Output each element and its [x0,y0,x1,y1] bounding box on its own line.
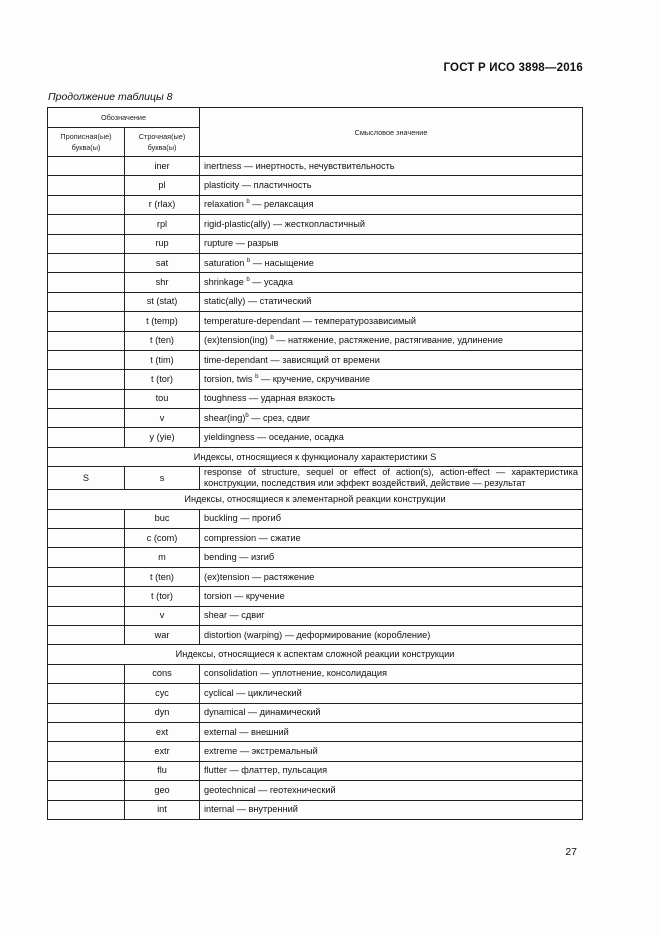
uppercase-cell [48,195,125,214]
meaning-cell: cyclical — циклический [200,684,583,703]
lowercase-cell: s [125,467,200,490]
uppercase-cell [48,742,125,761]
uppercase-cell [48,273,125,292]
uppercase-cell [48,567,125,586]
table-row [48,509,583,528]
meaning-cell: extreme — экстремальный [200,742,583,761]
term-en: static(ally) [204,296,246,307]
term-en: saturation [204,257,247,268]
term-en: plasticity [204,180,240,191]
uppercase-cell [48,312,125,331]
table-row [48,625,583,644]
lowercase-cell: flu [125,761,200,780]
meaning-cell: buckling — прогиб [200,509,583,528]
lowercase-cell: c (com) [125,529,200,548]
footnote-mark: b [245,412,249,419]
table-row [48,567,583,586]
lowercase-cell: tou [125,389,200,408]
section-header: Индексы, относящиеся к элементарной реакции конструкции [48,490,583,509]
table-row [48,742,583,761]
term-ru: — срез, сдвиг [248,412,311,423]
uppercase-cell [48,389,125,408]
lowercase-cell: extr [125,742,200,761]
uppercase-cell [48,587,125,606]
lowercase-cell: t (temp) [125,312,200,331]
section-header-row [48,645,583,664]
meaning-cell [200,389,583,408]
lowercase-cell: sat [125,253,200,272]
designation-table [47,107,583,820]
term-ru: — усадка [249,277,293,288]
table-row [48,409,583,428]
uppercase-cell [48,350,125,369]
term-en: toughness [204,393,247,404]
standard-code: ГОСТ Р ИСО 3898—2016 [443,62,583,74]
uppercase-cell [48,331,125,350]
lowercase-cell: shr [125,273,200,292]
header-meaning: Смысловое значение [200,108,583,157]
footnote-mark: b [255,373,259,380]
uppercase-cell: S [48,467,125,490]
lowercase-cell: st (stat) [125,292,200,311]
lowercase-cell: war [125,625,200,644]
term-en: torsion, twis [204,373,256,384]
table-row [48,215,583,234]
table-caption: Продолжение таблицы 8 [48,91,173,103]
term-en: shear(ing) [204,412,246,423]
footnote-mark: b [246,257,251,264]
lowercase-cell: t (tor) [125,370,200,389]
meaning-cell: torsion — кручение [200,587,583,606]
lowercase-cell: geo [125,781,200,800]
table-row [48,292,583,311]
term-ru: — кручение, скручивание [258,373,370,384]
meaning-cell [200,176,583,195]
meaning-cell: flutter — флаттер, пульсация [200,761,583,780]
table-row [48,529,583,548]
table-row [48,312,583,331]
table-row [48,253,583,272]
uppercase-cell [48,761,125,780]
meaning-cell [200,409,583,428]
meaning-cell [200,253,583,272]
table-row [48,703,583,722]
section-header-row [48,447,583,466]
term-en: yieldingness [204,432,255,443]
lowercase-cell: v [125,409,200,428]
uppercase-cell [48,292,125,311]
meaning-cell: internal — внутренний [200,800,583,819]
table-row [48,781,583,800]
table-row [48,684,583,703]
meaning-cell [200,312,583,331]
uppercase-cell [48,428,125,447]
lowercase-cell: rup [125,234,200,253]
uppercase-cell [48,253,125,272]
table-row [48,389,583,408]
header-lowercase: Строчная(ые) буква(ы) [125,128,200,157]
lowercase-cell: t (ten) [125,331,200,350]
meaning-cell [200,350,583,369]
lowercase-cell: ext [125,722,200,741]
table-row [48,761,583,780]
meaning-cell: response of structure, sequel or effect of action(s), action-effect — характеристика конструкции, последствия или эффект воздействий, действие — результат [200,467,583,490]
lowercase-cell: t (ten) [125,567,200,586]
lowercase-cell: cons [125,664,200,683]
lowercase-cell: int [125,800,200,819]
uppercase-cell [48,684,125,703]
uppercase-cell [48,509,125,528]
table-row [48,350,583,369]
uppercase-cell [48,781,125,800]
term-ru: — оседание, осадка [254,432,344,443]
lowercase-cell: r (rlax) [125,195,200,214]
section-header: Индексы, относящиеся к функционалу характеристики S [48,447,583,466]
term-ru: — релаксация [249,199,314,210]
uppercase-cell [48,157,125,176]
uppercase-cell [48,234,125,253]
uppercase-cell [48,548,125,567]
meaning-cell: bending — изгиб [200,548,583,567]
uppercase-cell [48,664,125,683]
uppercase-cell [48,215,125,234]
section-header-row [48,490,583,509]
term-en: time-dependant [204,354,268,365]
lowercase-cell: y (yie) [125,428,200,447]
table-row [48,587,583,606]
lowercase-cell: pl [125,176,200,195]
meaning-cell [200,195,583,214]
term-en: shrinkage [204,277,247,288]
table-row [48,273,583,292]
term-en: (ex)tension(ing) [204,335,271,346]
meaning-cell [200,273,583,292]
table-row [48,467,583,490]
term-ru: — жесткопластичный [270,218,365,229]
page-number: 27 [565,846,577,858]
uppercase-cell [48,529,125,548]
section-header: Индексы, относящиеся к аспектам сложной реакции конструкции [48,645,583,664]
lowercase-cell: m [125,548,200,567]
uppercase-cell [48,800,125,819]
term-ru: — натяжение, растяжение, растягивание, удлинение [273,335,503,346]
table-row [48,664,583,683]
meaning-cell [200,234,583,253]
term-ru: — инертность, нечувствительность [241,160,395,171]
meaning-cell [200,331,583,350]
uppercase-cell [48,722,125,741]
table-row [48,331,583,350]
header-designation: Обозначение [48,108,200,128]
meaning-cell [200,370,583,389]
footnote-mark: b [270,335,274,342]
table-row [48,370,583,389]
uppercase-cell [48,176,125,195]
table-header-row [48,108,583,128]
meaning-cell: external — внешний [200,722,583,741]
term-en: relaxation [204,199,247,210]
table-row [48,722,583,741]
term-en: inertness [204,160,242,171]
table-row [48,800,583,819]
lowercase-cell: iner [125,157,200,176]
term-ru: — ударная вязкость [246,393,336,404]
meaning-cell: (ex)tension — растяжение [200,567,583,586]
lowercase-cell: t (tor) [125,587,200,606]
meaning-cell: distortion (warping) — деформирование (коробление) [200,625,583,644]
term-en: temperature-dependant [204,315,301,326]
meaning-cell [200,157,583,176]
table-row [48,606,583,625]
table-row [48,195,583,214]
footnote-mark: b [246,276,250,283]
term-ru: — пластичность [239,180,312,191]
table-row [48,157,583,176]
meaning-cell [200,292,583,311]
term-ru: — статический [245,296,312,307]
uppercase-cell [48,370,125,389]
term-ru: — насыщение [250,257,314,268]
term-en: rigid-plastic(ally) [204,218,271,229]
meaning-cell: geotechnical — геотехнический [200,781,583,800]
meaning-cell [200,428,583,447]
lowercase-cell: rpl [125,215,200,234]
lowercase-cell: t (tim) [125,350,200,369]
term-ru: — разрыв [233,238,279,249]
table-row [48,234,583,253]
uppercase-cell [48,606,125,625]
uppercase-cell [48,409,125,428]
meaning-cell [200,215,583,234]
lowercase-cell: cyc [125,684,200,703]
uppercase-cell [48,703,125,722]
table-row [48,548,583,567]
meaning-cell: consolidation — уплотнение, консолидация [200,664,583,683]
term-en: rupture [204,238,234,249]
header-uppercase: Прописная(ые) буква(ы) [48,128,125,157]
table-row [48,176,583,195]
lowercase-cell: buc [125,509,200,528]
meaning-cell: compression — сжатие [200,529,583,548]
meaning-cell: shear — сдвиг [200,606,583,625]
meaning-cell: dynamical — динамический [200,703,583,722]
uppercase-cell [48,625,125,644]
term-ru: — зависящий от времени [267,354,380,365]
footnote-mark: b [246,199,250,206]
lowercase-cell: v [125,606,200,625]
term-ru: — температурозависимый [300,315,417,326]
lowercase-cell: dyn [125,703,200,722]
table-row [48,428,583,447]
